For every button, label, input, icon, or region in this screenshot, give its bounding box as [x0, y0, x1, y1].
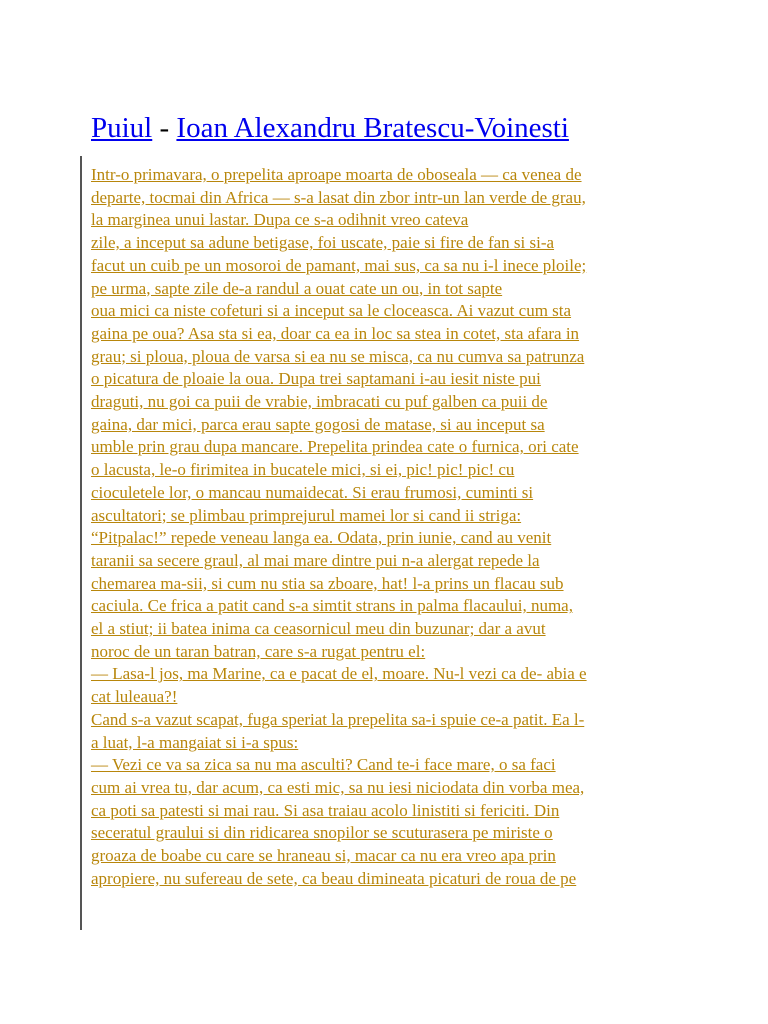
story-line[interactable]: Intr-o primavara, o prepelita aproape moarta de oboseala — ca venea de — [91, 165, 582, 184]
story-line[interactable]: — Vezi ce va sa zica sa nu ma asculti? Cand te-i face mare, o sa faci — [91, 755, 556, 775]
story-line[interactable]: gaina, dar mici, parca erau sapte gogosi de matase, si au inceput sa — [91, 414, 545, 434]
story-line[interactable]: grau; si ploua, ploua de varsa si ea nu se misca, ca nu cumva sa patrunza — [91, 346, 585, 366]
story-line[interactable]: seceratul graului si din ridicarea snopilor se scuturasera pe miriste o — [91, 823, 553, 843]
story-line[interactable]: departe, tocmai din Africa — s-a lasat din zbor intr-un lan verde de grau, — [91, 187, 586, 207]
story-line[interactable]: cum ai vrea tu, dar acum, ca esti mic, sa nu iesi niciodata din vorba mea, — [91, 777, 585, 797]
story-line[interactable]: zile, a inceput sa adune betigase, foi uscate, paie si fire de fan si si-a — [91, 233, 555, 253]
story-line[interactable]: cioculetele lor, o mancau numaidecat. Si erau frumosi, cuminti si — [91, 482, 534, 502]
story-line[interactable]: oua mici ca niste cofeturi si a inceput sa le cloceasca. Ai vazut cum sta — [91, 301, 572, 321]
author-link[interactable]: Ioan Alexandru Bratescu-Voinesti — [176, 112, 569, 144]
story-line[interactable]: Cand s-a vazut scapat, fuga speriat la prepelita sa-i spuie ce-a patit. Ea l- — [91, 709, 585, 729]
story-line[interactable]: ca poti sa patesti si mai rau. Si asa traiau acolo linistiti si fericiti. Din — [91, 800, 560, 820]
story-line[interactable]: — Lasa-l jos, ma Marine, ca e pacat de el, moare. Nu-l vezi ca de- abia e — [91, 664, 587, 684]
page-title — [91, 108, 569, 148]
story-line[interactable]: gaina pe oua? Asa sta si ea, doar ca ea in loc sa stea in cotet, sta afara in — [91, 323, 580, 343]
story-line[interactable]: chemarea ma-sii, si cum nu stia sa zboare, hat! l-a prins un flacau sub — [91, 573, 564, 593]
story-line[interactable]: cat luleaua?! — [91, 687, 178, 707]
story-line[interactable]: groaza de boabe cu care se hraneau si, macar ca nu era vreo apa prin — [91, 846, 556, 866]
story-line[interactable]: el a stiut; ii batea inima ca ceasornicul meu din buzunar; dar a avut — [91, 619, 546, 639]
story-line[interactable]: apropiere, nu sufereau de sete, ca beau dimineata picaturi de roua de pe — [91, 868, 577, 888]
story-line[interactable]: pe urma, sapte zile de-a randul a ouat cate un ou, in tot sapte — [91, 278, 503, 298]
story-blockquote — [80, 156, 682, 930]
story-line[interactable]: la marginea unui lastar. Dupa ce s-a odihnit vreo cateva — [91, 210, 469, 230]
story-line[interactable]: taranii sa secere graul, al mai mare dintre pui n-a alergat repede la — [91, 550, 540, 570]
story-title-link[interactable]: Puiul — [91, 112, 153, 144]
story-line[interactable]: umble prin grau dupa mancare. Prepelita prindea cate o furnica, ori cate — [91, 437, 579, 457]
story-line[interactable]: facut un cuib pe un mosoroi de pamant, mai sus, ca sa nu i-l inece ploile; — [91, 255, 587, 275]
story-line[interactable]: noroc de un taran batran, care s-a rugat pentru el: — [91, 641, 426, 661]
story-line[interactable]: “Pitpalac!” repede veneau langa ea. Odata, prin iunie, cand au venit — [91, 528, 552, 548]
story-line[interactable]: o picatura de ploaie la oua. Dupa trei saptamani i-au iesit niste pui — [91, 369, 541, 389]
story-text[interactable] — [91, 156, 682, 891]
story-line[interactable]: draguti, nu goi ca puii de vrabie, imbracati cu puf galben ca puii de — [91, 392, 548, 412]
title-separator: - — [159, 112, 170, 144]
story-line[interactable]: caciula. Ce frica a patit cand s-a simtit strans in palma flacaului, numa, — [91, 596, 573, 616]
story-line[interactable]: ascultatori; se plimbau primprejurul mamei lor si cand ii striga: — [91, 505, 522, 525]
story-line[interactable]: o lacusta, le-o firimitea in bucatele mici, si ei, pic! pic! pic! cu — [91, 460, 515, 480]
story-line[interactable]: a luat, l-a mangaiat si i-a spus: — [91, 732, 299, 752]
